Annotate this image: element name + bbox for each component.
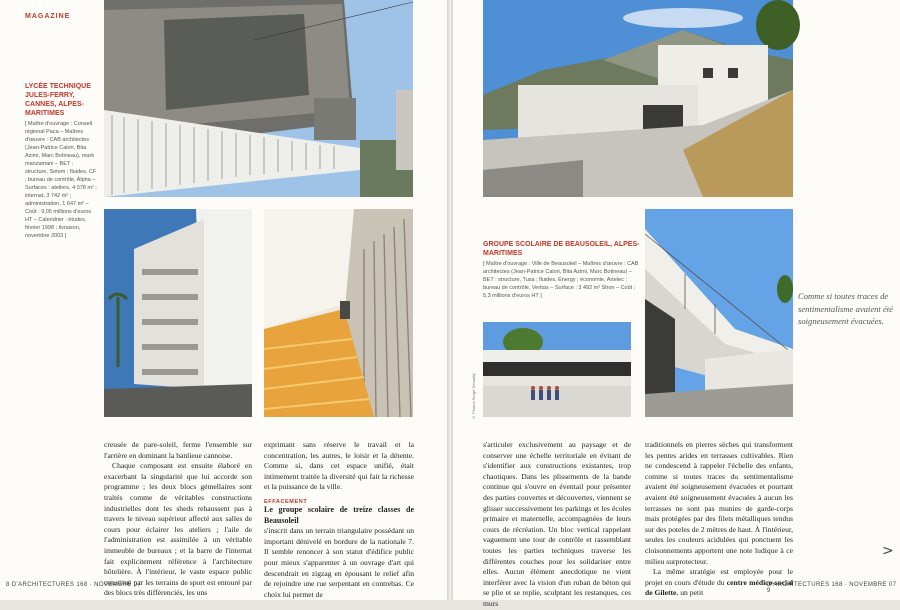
pull-quote: Comme si toutes traces de sentimentalisme avaient été soigneusement évacuées.	[798, 291, 893, 326]
left-caption	[25, 82, 97, 240]
photo-lycee-facade	[104, 0, 413, 197]
column-4-text: traditionnels en pierres sèches qui transforment les pentes arides en terrasses cultivables. Rien ne condescend à rappeler l'échelle des enfants, comme si toutes traces du sentimentalisme avaient été soigneusement évacuées et pourtant avaient été soigneusement évacuées à aucun les terrasses ne sont pas munies de garde-corps mais protégées par des filets métalliques tendus sur des poteles de 2 mètres de haut. À l'intérieur, seules les couleurs acidulées qui ponctuent les cloisonnements apportent une note ludique à ce milieu surprotecteur.	[645, 440, 793, 566]
column-4b-start: La même stratégie est employée pour le projet en cours d'étude du	[645, 567, 793, 587]
magazine-label: MAGAZINE	[25, 13, 71, 20]
photo-lycee-corridor	[264, 209, 413, 417]
column-1b-text: Chaque composant est ensuite élaboré en exacerbant la singularité que lui accorde son programme ; les deux blocs gémellaires sont traités comme de véritables constructions industrielles dont les sheds rehaussent pas à travers le niveau supérieur affecté aux salles de cours pour éclairer les ateliers ; l'aile de l'administration est assimilée à un véritable immeuble de bureaux ; et la barre de l'internat fait explicitement référence à l'architecture hôtelière. À l'intérieur, le vaste espace public constitué par les terrains de sport est entouré par des blocs très différenciés, les uns	[104, 461, 252, 598]
column-1	[104, 440, 252, 598]
left-caption-title: LYCÉE TECHNIQUE JULES-FERRY, CANNES, ALPES-MARITIMES	[25, 83, 91, 117]
column-2	[264, 440, 414, 599]
column-2-text: exprimant sans réserve le travail et la concentration, les autres, le loisir et la détente. Comme si, dans cet espace unifié, était intimement traitée la diversité qui fait la richesse et la puissance de la ville.	[264, 440, 414, 492]
column-4b-bold: centre médico-social de Gilette	[645, 577, 794, 598]
left-page	[0, 0, 447, 600]
column-2b-text: s'inscrit dans un terrain triangulaire possédant un important dénivelé en bordure de la nationale 7. Il semble renoncer à son statut d'édifice public pour mieux s'apparenter à un ouvrage d'art qui descendrait en zigzag en épousant le relief afin de rejoindre une rue serpentant en contrebas. Ce choix lui permet de	[264, 526, 414, 599]
right-caption	[483, 240, 643, 300]
column-3	[483, 440, 631, 608]
section-heading-effacement: EFFACEMENT	[264, 498, 308, 505]
photo-beausoleil-school	[483, 322, 631, 417]
photo-beausoleil-mountain	[483, 0, 793, 197]
left-caption-body: [ Maître d'ouvrage : Conseil régional Paca – Maîtres d'œuvre : CAB architectes (Jean-Patrice Calori, Bita Azimi, Marc Botineau), mark manzamani – BET : structure, Sotem ; fluides, CF ; bureau de contrôle, Alpha – Surfaces : ateliers, 4 078 m² ; internat, 3 742 m² ; administration, 1 647 m² – Coût : 9,05 millions d'euros HT – Calendrier : études, février 1998 ; livraison, novembre 2003 ]	[25, 121, 97, 239]
footer-left: 8 D'ARCHITECTURES 168 · NOVEMBRE 07	[6, 582, 142, 588]
column-1-text: creusée de pare-soleil, ferme l'ensemble sur l'arrière en dominant la banlieue cannoise.	[104, 440, 252, 460]
photo-credit: © Photos Serge Demailly	[471, 373, 476, 420]
right-caption-title: GROUPE SCOLAIRE DE BEAUSOLEIL, ALPES-MARITIMES	[483, 241, 640, 257]
next-page-arrow[interactable]: >	[882, 543, 894, 559]
photo-beausoleil-ramp	[645, 209, 793, 417]
right-caption-body: [ Maître d'ouvrage : Ville de Beausoleil – Maîtres d'œuvre : CAB architectes (Jean-Patrice Calori, Bita Azimi, Marc Botineau) – BET : structure, Tusa ; fluides, Energy ; économie, Artelec ; bureau de contrôle, Veritas – Surface : 3 492 m² Shon – Coût : 5,3 millions d'euros HT ]	[483, 261, 639, 299]
photo-lycee-balconies	[104, 209, 252, 417]
column-3-text: s'articuler exclusivement au paysage et de conserver une échelle territoriale en évitant de s'identifier aux constructions existantes, trop chaotiques. Dans les plissements de la bande continue qui s'ouvre en éventail pour présenter des parties couvertes et découvertes, viennent se glisser successivement les parkings et les écoles primaire et maternelle, accompagnées de leurs cours de récréation. Un bloc vertical rappelant vaguement une tour de contrôle et rassemblant toutes les parties techniques traverse les différentes couches pour les solidariser entre elles. Aucun élément anecdotique ne vient interférer avec la vision d'un ruban de béton qui se plie et se replie, sculptant les restanques, ces murs	[483, 440, 631, 608]
footer-right: D'ARCHITECTURES 168 · NOVEMBRE 07 9	[767, 582, 897, 594]
right-page	[453, 0, 900, 608]
column-2-subheading: Le groupe scolaire de treize classes de Beausoleil	[264, 504, 414, 525]
column-4b-end: , un petit	[676, 588, 704, 598]
column-4	[645, 440, 794, 598]
